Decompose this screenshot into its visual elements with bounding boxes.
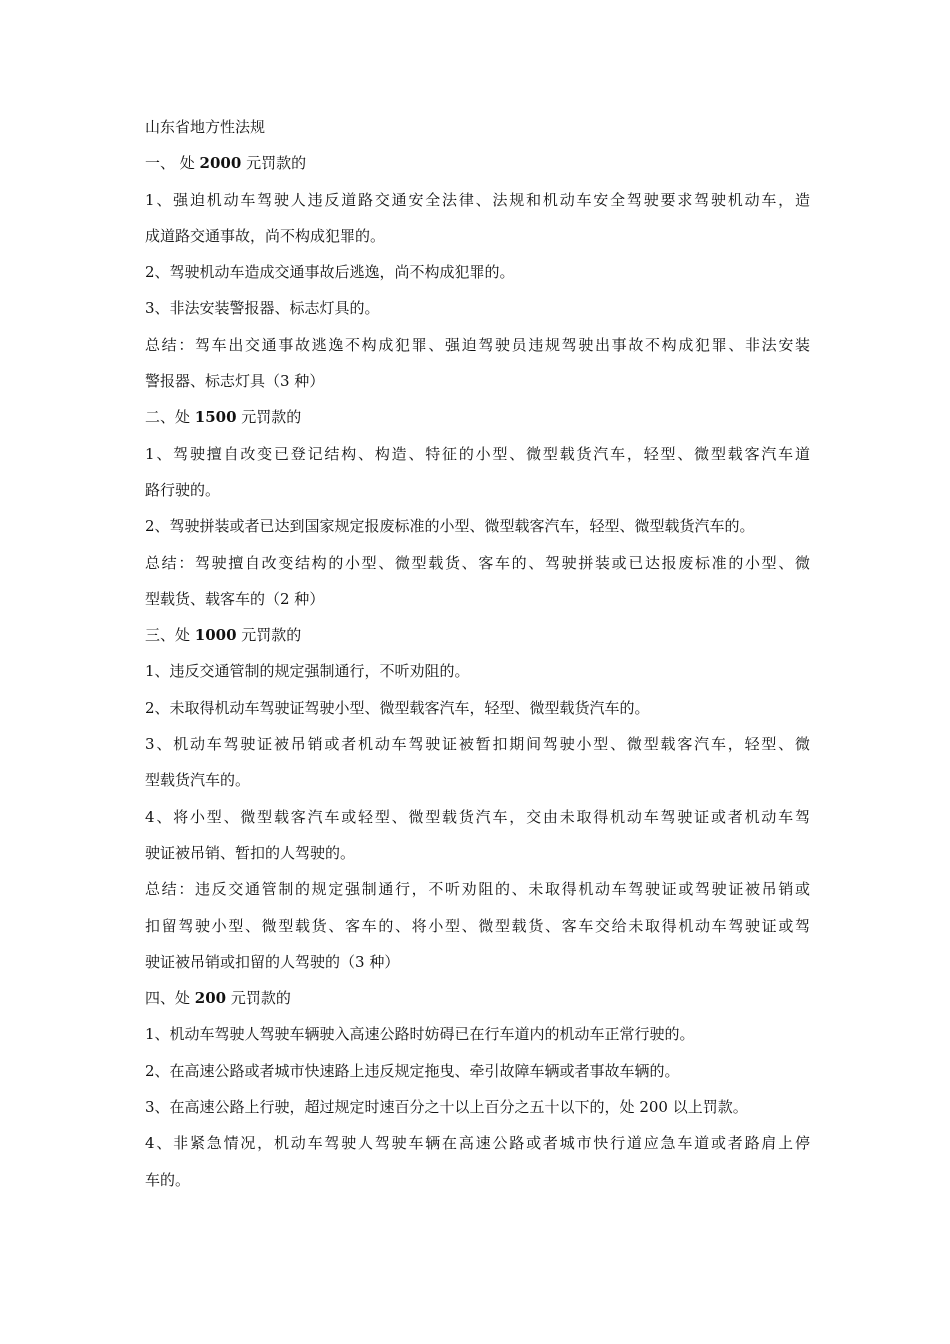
list-item-continued: 路行驶的。 (145, 480, 221, 499)
list-item: 1、强迫机动车驾驶人违反道路交通安全法律、法规和机动车安全驾驶要求驾驶机动车，造 (145, 190, 810, 209)
section-heading: 一、 处 2000 元罚款的 (145, 154, 307, 173)
document-page (145, 118, 810, 1207)
section-heading: 二、处 1500 元罚款的 (145, 408, 302, 427)
list-item: 1、违反交通管制的规定强制通行，不听劝阻的。 (145, 662, 470, 681)
section-summary: 总结：违反交通管制的规定强制通行，不听劝阻的、未取得机动车驾驶证或驾驶证被吊销或 (145, 880, 810, 899)
section-summary-continued: 驶证被吊销或扣留的人驾驶的（3 种） (145, 952, 400, 971)
list-item: 3、在高速公路上行驶，超过规定时速百分之十以上百分之五十以下的，处 200 以上罚款。 (145, 1098, 748, 1117)
list-item: 2、未取得机动车驾驶证驾驶小型、微型载客汽车，轻型、微型载货汽车的。 (145, 698, 650, 717)
fine-amount: 2000 (199, 154, 242, 173)
section-summary-continued: 警报器、标志灯具（3 种） (145, 372, 325, 391)
list-item: 1、机动车驾驶人驾驶车辆驶入高速公路时妨碍已在行车道内的机动车正常行驶的。 (145, 1025, 695, 1044)
section-summary: 总结：驾车出交通事故逃逸不构成犯罪、强迫驾驶员违规驾驶出事故不构成犯罪、非法安装 (145, 335, 810, 354)
fine-amount: 1500 (194, 408, 237, 427)
list-item-continued: 车的。 (145, 1170, 191, 1189)
section-summary-continued: 扣留驾驶小型、微型载货、客车的、将小型、微型载货、客车交给未取得机动车驾驶证或驾 (145, 916, 810, 935)
list-item: 1、驾驶擅自改变已登记结构、构造、特征的小型、微型载货汽车，轻型、微型载客汽车道 (145, 444, 810, 463)
section-summary-continued: 型载货、载客车的（2 种） (145, 589, 325, 608)
document-title: 山东省地方性法规 (145, 118, 266, 136)
list-item: 4、将小型、微型载客汽车或轻型、微型载货汽车，交由未取得机动车驾驶证或者机动车驾 (145, 807, 810, 826)
list-item: 2、驾驶拼装或者已达到国家规定报废标准的小型、微型载客汽车，轻型、微型载货汽车的。 (145, 517, 755, 536)
section-heading: 四、处 200 元罚款的 (145, 989, 291, 1008)
section-heading: 三、处 1000 元罚款的 (145, 626, 302, 645)
list-item: 3、非法安装警报器、标志灯具的。 (145, 299, 380, 318)
list-item-continued: 成道路交通事故，尚不构成犯罪的。 (145, 226, 386, 245)
list-item: 3、机动车驾驶证被吊销或者机动车驾驶证被暂扣期间驾驶小型、微型载客汽车，轻型、微 (145, 735, 810, 754)
fine-amount: 1000 (194, 626, 237, 645)
list-item-continued: 驶证被吊销、暂扣的人驾驶的。 (145, 843, 356, 862)
list-item: 4、非紧急情况，机动车驾驶人驾驶车辆在高速公路或者城市快行道应急车道或者路肩上停 (145, 1134, 810, 1153)
list-item-continued: 型载货汽车的。 (145, 771, 251, 790)
fine-amount: 200 (194, 989, 227, 1008)
section-summary: 总结：驾驶擅自改变结构的小型、微型载货、客车的、驾驶拼装或已达报废标准的小型、微 (145, 553, 810, 572)
list-item: 2、在高速公路或者城市快速路上违反规定拖曳、牵引故障车辆或者事故车辆的。 (145, 1061, 680, 1080)
list-item: 2、驾驶机动车造成交通事故后逃逸，尚不构成犯罪的。 (145, 263, 515, 282)
